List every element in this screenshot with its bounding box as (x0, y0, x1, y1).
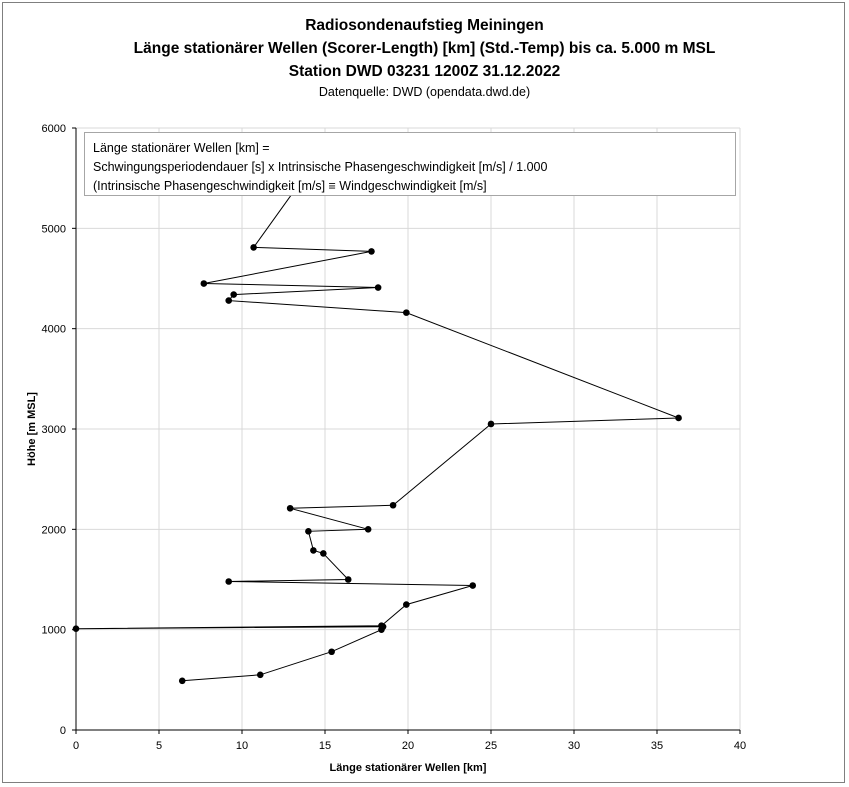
annotation-line-2: Schwingungsperiodendauer [s] x Intrinsische Phasengeschwindigkeit [m/s] / 1.000 (93, 160, 548, 174)
x-tick-label: 25 (484, 740, 498, 752)
x-tick-label: 10 (235, 740, 249, 752)
data-point (257, 672, 264, 679)
chart-subtitle-2: Station DWD 03231 1200Z 31.12.2022 (288, 63, 561, 80)
y-tick-label: 2000 (41, 524, 66, 537)
data-point (403, 309, 410, 316)
data-point (345, 576, 352, 583)
formula-annotation (84, 132, 736, 196)
x-tick-label: 40 (733, 740, 747, 752)
data-point (365, 526, 372, 533)
x-tick-label: 20 (401, 740, 415, 752)
gridlines (76, 128, 740, 730)
data-point (378, 622, 385, 629)
data-point (230, 291, 237, 298)
data-point (73, 625, 80, 632)
data-point (250, 244, 257, 251)
data-point (287, 505, 294, 512)
y-axis-label: Höhe [m MSL] (26, 392, 38, 466)
y-tick-label: 4000 (41, 323, 66, 336)
y-tick-label: 3000 (41, 424, 66, 436)
chart-source: Datenquelle: DWD (opendata.dwd.de) (318, 85, 531, 99)
data-point (328, 648, 335, 655)
y-tick-label: 5000 (41, 223, 66, 236)
data-point (403, 601, 410, 608)
x-tick-label: 35 (650, 740, 664, 752)
annotation-line-1: Länge stationärer Wellen [km] = (93, 141, 270, 155)
data-point (225, 297, 232, 304)
data-points (73, 244, 682, 684)
data-point (179, 678, 186, 685)
chart-subtitle-1: Länge stationärer Wellen (Scorer-Length) [km] (Std.-Temp) bis ca. 5.000 m MSL (133, 40, 716, 57)
data-point (390, 502, 397, 509)
x-tick-label: 5 (155, 740, 163, 752)
data-point (488, 421, 495, 428)
data-point (320, 550, 327, 557)
chart-title: Radiosondenaufstieg Meiningen (305, 17, 544, 34)
data-point (310, 547, 317, 554)
x-tick-label: 15 (318, 740, 332, 752)
data-point (368, 248, 375, 255)
annotation-line-3: (Intrinsische Phasengeschwindigkeit [m/s] ≡ Windgeschwindigkeit [m/s] (93, 179, 487, 193)
y-tick-label: 0 (59, 725, 66, 737)
y-tick-label: 1000 (41, 624, 66, 637)
data-point (675, 415, 682, 422)
data-point (469, 582, 476, 589)
axes (72, 128, 740, 734)
x-axis-label: Länge stationärer Wellen [km] (329, 762, 487, 774)
x-tick-label: 30 (567, 740, 581, 752)
tick-labels (42, 123, 747, 752)
data-point (305, 528, 312, 535)
series-line (76, 194, 679, 681)
y-tick-label: 6000 (41, 123, 66, 135)
x-tick-label: 0 (72, 740, 80, 752)
data-point (375, 284, 382, 291)
data-point (201, 280, 208, 287)
data-point (225, 578, 232, 585)
